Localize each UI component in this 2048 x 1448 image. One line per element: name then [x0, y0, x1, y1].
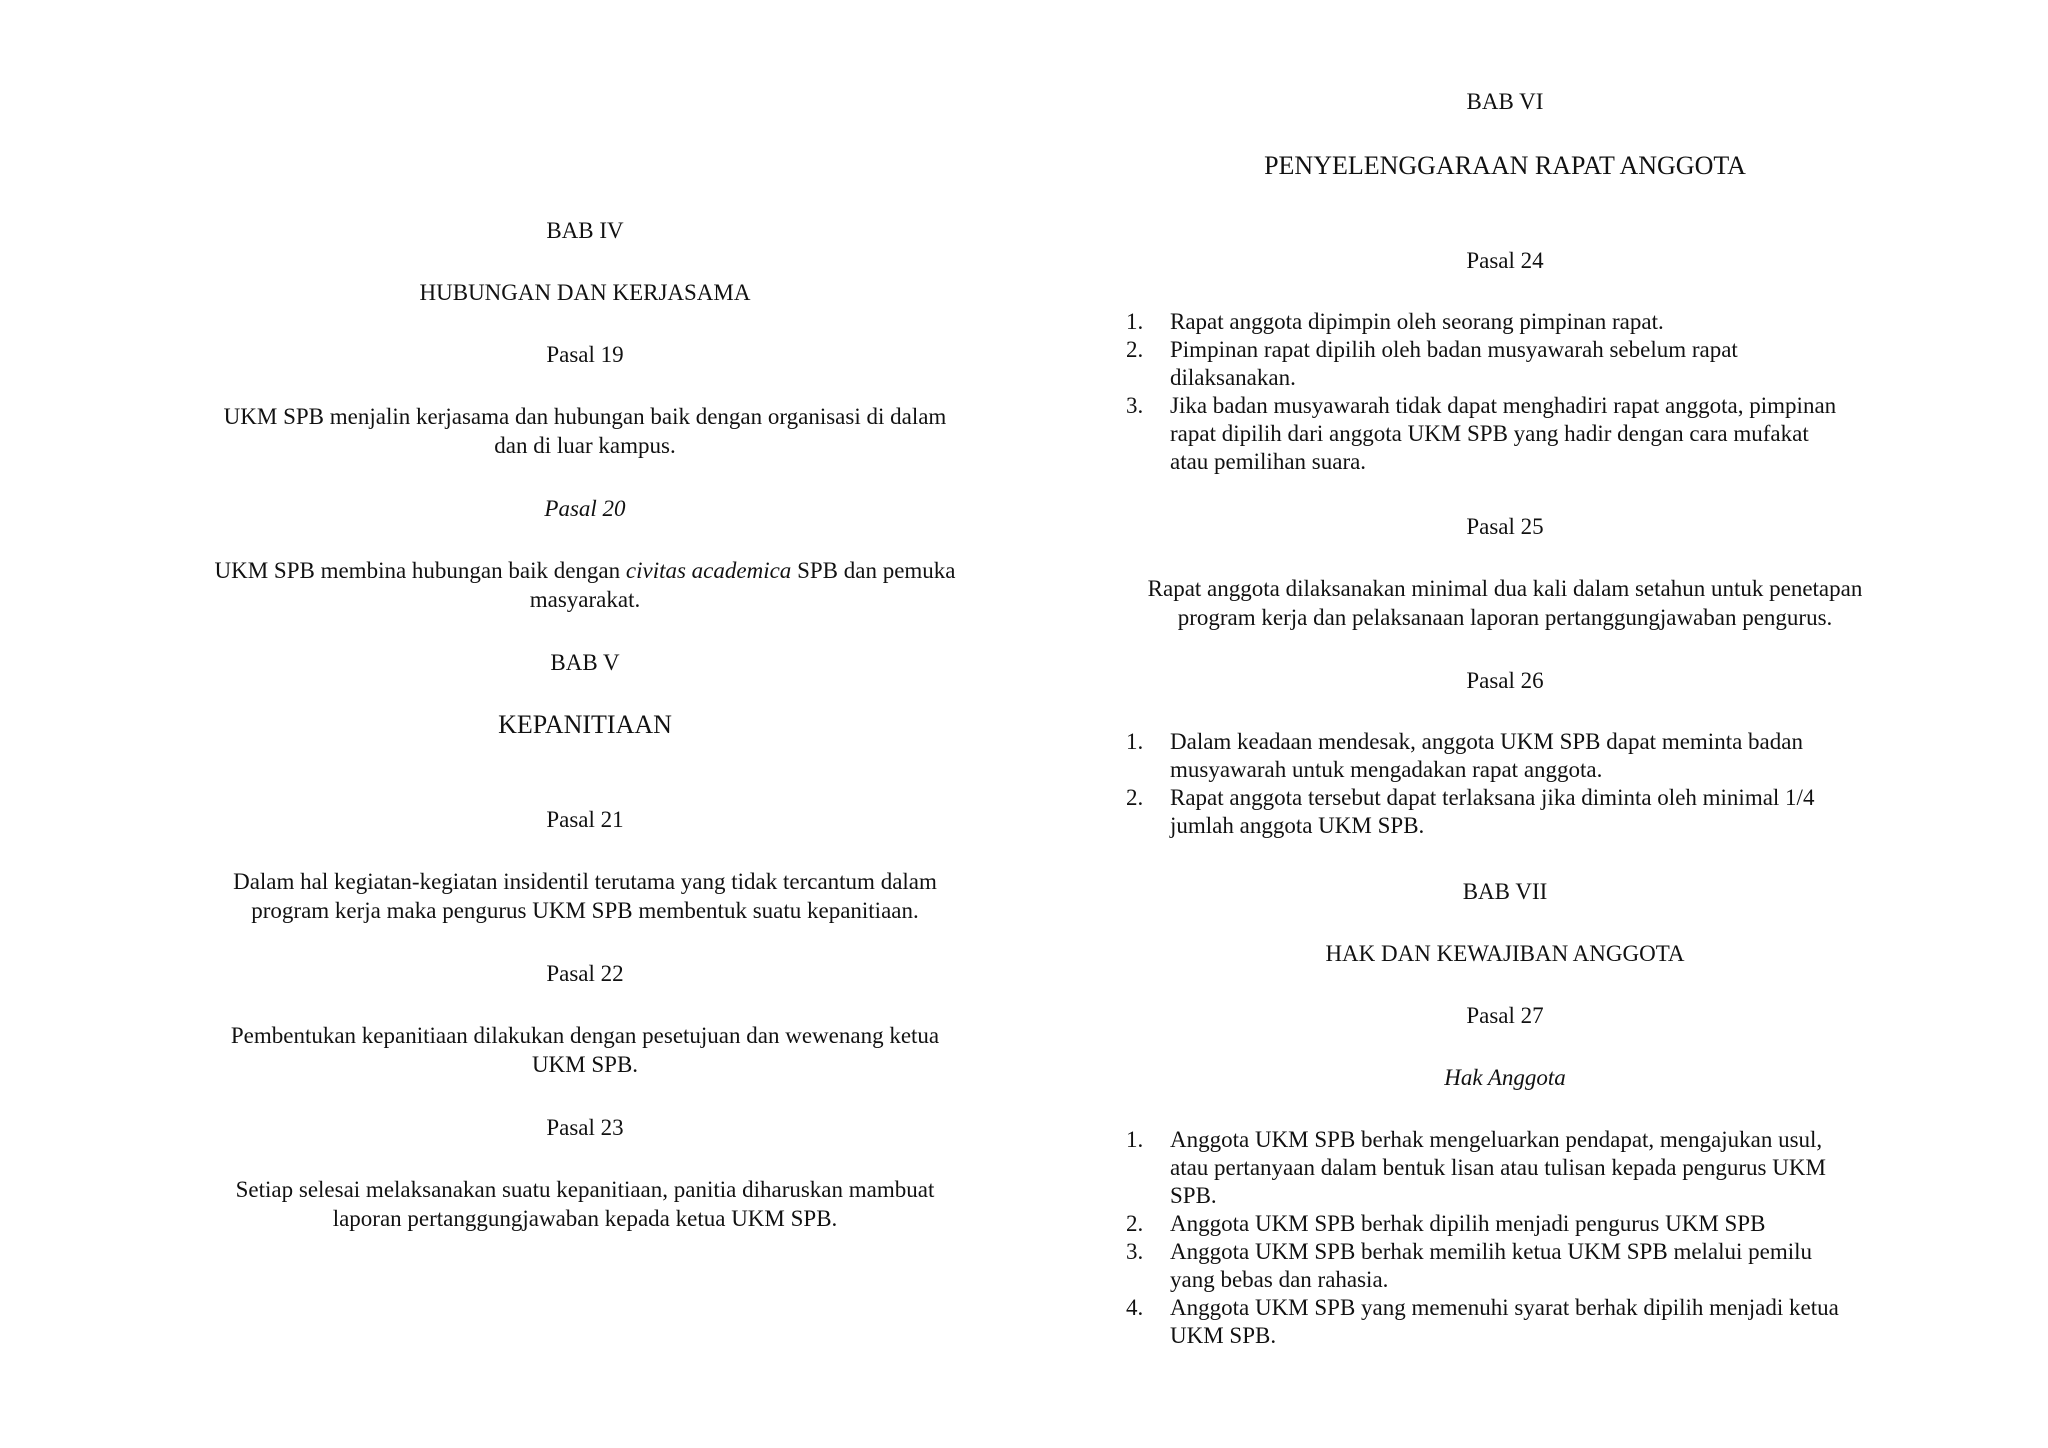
list-number: 2. [1126, 785, 1144, 810]
pasal-23-text [155, 1175, 1015, 1233]
pasal-25-heading: Pasal 25 [1466, 514, 1544, 539]
list-text: UKM SPB. [1170, 1323, 1277, 1348]
pasal-22-line-2: UKM SPB. [531, 1052, 639, 1077]
list-text: rapat dipilih dari anggota UKM SPB yang hadir dengan cara mufakat [1170, 421, 1809, 446]
pasal-19-text [155, 402, 1015, 460]
pasal-21-line-1: Dalam hal kegiatan-kegiatan insidentil terutama yang tidak tercantum dalam [233, 869, 937, 894]
list-item [1120, 392, 1950, 476]
list-text: SPB. [1170, 1183, 1217, 1208]
list-text: musyawarah untuk mengadakan rapat anggota. [1170, 757, 1603, 782]
bab-vi-title: PENYELENGGARAAN RAPAT ANGGOTA [1264, 151, 1746, 180]
pasal-22-heading: Pasal 22 [546, 961, 624, 986]
bab-vii-heading: BAB VII [1462, 879, 1548, 904]
list-text: Dalam keadaan mendesak, anggota UKM SPB dapat meminta badan [1170, 729, 1803, 754]
list-number: 2. [1126, 337, 1144, 362]
list-item [1120, 1238, 1950, 1294]
list-text: yang bebas dan rahasia. [1170, 1267, 1389, 1292]
pasal-23-line-2: laporan pertanggungjawaban kepada ketua UKM SPB. [332, 1206, 838, 1231]
pasal-21-heading: Pasal 21 [546, 807, 624, 832]
list-item [1120, 336, 1950, 392]
list-number: 1. [1126, 1127, 1144, 1152]
list-text: jumlah anggota UKM SPB. [1170, 813, 1425, 838]
list-item [1120, 1126, 1950, 1210]
pasal-26-heading: Pasal 26 [1466, 668, 1544, 693]
pasal-21-text [155, 867, 1015, 925]
list-text: dilaksanakan. [1170, 365, 1296, 390]
list-number: 4. [1126, 1295, 1144, 1320]
list-number: 3. [1126, 1239, 1144, 1264]
pasal-25-line-2: program kerja dan pelaksanaan laporan pertanggungjawaban pengurus. [1177, 605, 1833, 630]
pasal-22-text [155, 1021, 1015, 1079]
list-item [1120, 308, 1950, 336]
list-item [1120, 1294, 1950, 1350]
pasal-19-line-2: dan di luar kampus. [494, 433, 676, 458]
list-text: Anggota UKM SPB yang memenuhi syarat berhak dipilih menjadi ketua [1170, 1295, 1839, 1320]
list-number: 1. [1126, 729, 1144, 754]
list-item [1120, 1210, 1950, 1238]
list-text: Rapat anggota dipimpin oleh seorang pimpinan rapat. [1170, 309, 1664, 334]
pasal-20-line-2: masyarakat. [529, 587, 641, 612]
pasal-24-list [1120, 308, 1950, 476]
pasal-19-heading: Pasal 19 [546, 342, 624, 367]
list-text: Pimpinan rapat dipilih oleh badan musyawarah sebelum rapat [1170, 337, 1738, 362]
pasal-20-heading: Pasal 20 [544, 496, 626, 521]
pasal-22-line-1: Pembentukan kepanitiaan dilakukan dengan pesetujuan dan wewenang ketua [230, 1023, 940, 1048]
pasal-23-heading: Pasal 23 [546, 1115, 624, 1140]
pasal-20-line-1-b: SPB dan pemuka [791, 558, 956, 583]
pasal-20-civitas-academica: civitas academica [625, 558, 792, 583]
pasal-23-line-1: Setiap selesai melaksanakan suatu kepanitiaan, panitia diharuskan mambuat [235, 1177, 935, 1202]
list-text: Anggota UKM SPB berhak mengeluarkan pendapat, mengajukan usul, [1170, 1127, 1823, 1152]
list-number: 1. [1126, 309, 1144, 334]
bab-iv-title: HUBUNGAN DAN KERJASAMA [419, 280, 751, 305]
pasal-19-line-1: UKM SPB menjalin kerjasama dan hubungan baik dengan organisasi di dalam [223, 404, 947, 429]
pasal-24-heading: Pasal 24 [1466, 248, 1544, 273]
pasal-26-list [1120, 728, 1950, 840]
list-text: atau pertanyaan dalam bentuk lisan atau tulisan kepada pengurus UKM [1170, 1155, 1826, 1180]
list-text: Anggota UKM SPB berhak memilih ketua UKM SPB melalui pemilu [1170, 1239, 1813, 1264]
bab-v-title: KEPANITIAAN [498, 710, 672, 739]
list-text: Anggota UKM SPB berhak dipilih menjadi pengurus UKM SPB [1170, 1211, 1766, 1236]
pasal-27-heading: Pasal 27 [1466, 1003, 1544, 1028]
pasal-25-line-1: Rapat anggota dilaksanakan minimal dua kali dalam setahun untuk penetapan [1147, 576, 1863, 601]
list-text: Rapat anggota tersebut dapat terlaksana jika diminta oleh minimal 1/4 [1170, 785, 1815, 810]
list-text: Jika badan musyawarah tidak dapat menghadiri rapat anggota, pimpinan [1170, 393, 1837, 418]
list-number: 2. [1126, 1211, 1144, 1236]
bab-vii-title: HAK DAN KEWAJIBAN ANGGOTA [1325, 941, 1685, 966]
pasal-21-line-2: program kerja maka pengurus UKM SPB membentuk suatu kepanitiaan. [251, 898, 919, 923]
hak-anggota-subtitle: Hak Anggota [1444, 1065, 1566, 1090]
pasal-27-list [1120, 1126, 1950, 1350]
pasal-25-text [1060, 574, 1950, 632]
list-item [1120, 784, 1950, 840]
bab-vi-heading: BAB VI [1466, 89, 1544, 114]
list-item [1120, 728, 1950, 784]
list-text: atau pemilihan suara. [1170, 449, 1367, 474]
bab-iv-heading: BAB IV [546, 218, 624, 243]
pasal-20-text [155, 556, 1015, 614]
list-number: 3. [1126, 393, 1144, 418]
bab-v-heading: BAB V [550, 650, 620, 675]
pasal-20-line-1-a: UKM SPB membina hubungan baik dengan [214, 558, 626, 583]
